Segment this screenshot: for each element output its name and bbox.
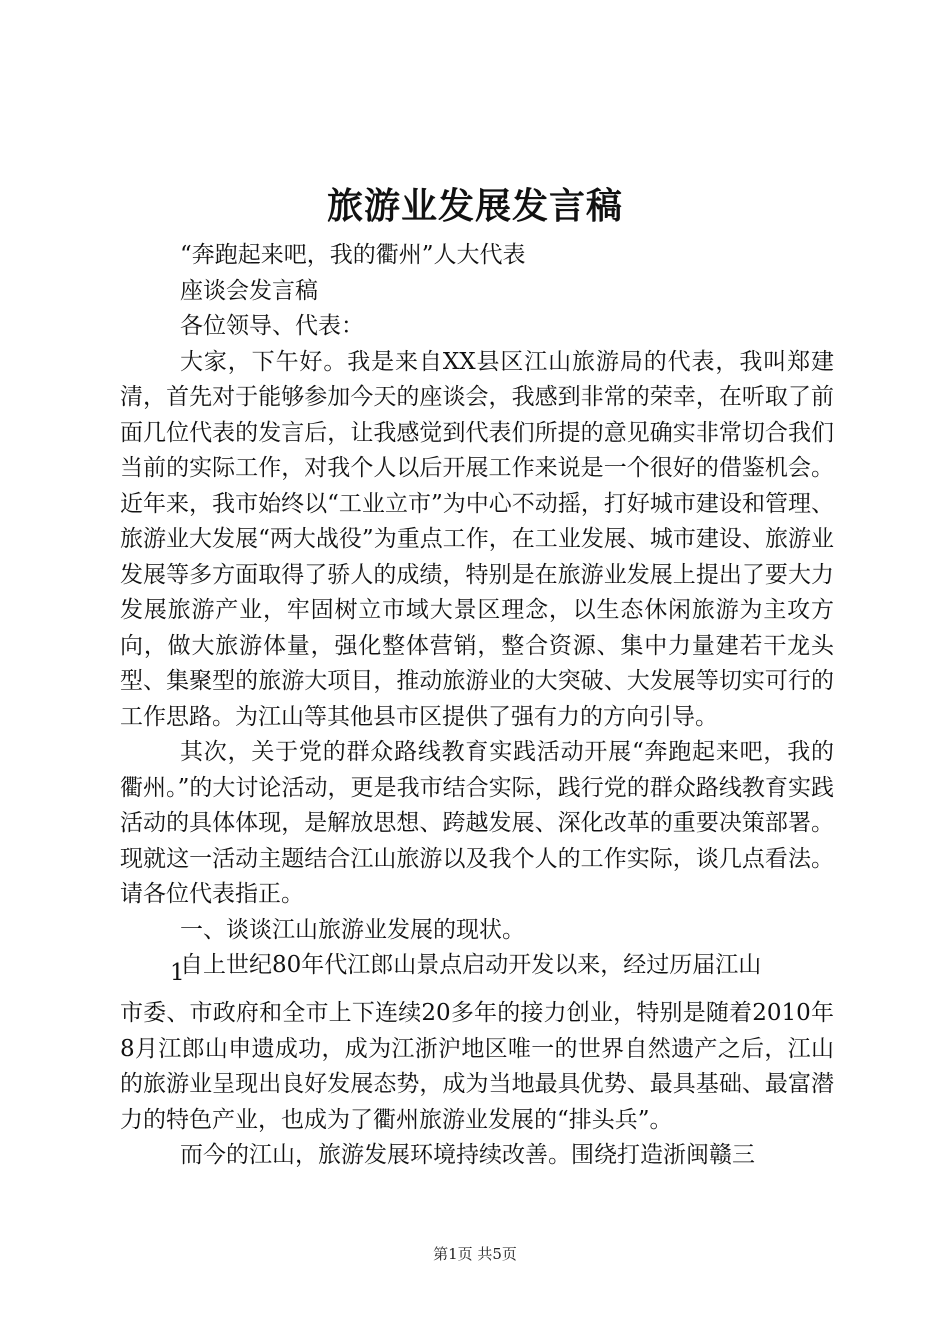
paragraph-environment: 而今的江山，旅游发展环境持续改善。围绕打造浙闽赣三 <box>180 1142 755 1168</box>
paragraph-subtitle-line-2: 座谈会发言稿 <box>180 277 318 304</box>
paragraph-second: 其次，关于党的群众路线教育实践活动开展“奔跑起来吧，我的衢州。”的大讨论活动，更是我市结合实际，践行党的群众路线教育实践活动的具体体现，是解放思想、跨越发展、深化改革的重要决策部署。现就这一活动主题结合江山旅游以及我个人的工作实际，谈几点看法。请各位代表指正。 <box>120 739 834 907</box>
document-body-page-1 <box>120 238 834 984</box>
paragraph-history-start: 自上世纪80年代江郎山景点启动开发以来，经过历届江山 <box>180 952 762 978</box>
section-heading-one: 一、谈谈江山旅游业发展的现状。 <box>180 916 525 943</box>
paragraph-opening: 大家，下午好。我是来自XX县区江山旅游局的代表，我叫郑建清，首先对于能够参加今天的座谈会，我感到非常的荣幸，在听取了前面几位代表的发言后，让我感觉到代表们所提的意见确实非常切合我们当前的实际工作，对我个人以后开展工作来说是一个很好的借鉴机会。近年来，我市始终以“工业立市”为中心不动摇，打好城市建设和管理、旅游业大发展“两大战役”为重点工作，在工业发展、城市建设、旅游业发展等多方面取得了骄人的成绩，特别是在旅游业发展上提出了要大力发展旅游产业，牢固树立市域大景区理念，以生态休闲旅游为主攻方向，做大旅游体量，强化整体营销，整合资源、集中力量建若干龙头型、集聚型的旅游大项目，推动旅游业的大突破、大发展等切实可行的工作思路。为江山等其他县市区提供了强有力的方向引导。 <box>120 348 834 730</box>
document-title: 旅游业发展发言稿 <box>326 185 623 227</box>
paragraph-history-continued: 市委、市政府和全市上下连续20多年的接力创业，特别是随着2010年8月江郎山申遗成功，成为江浙沪地区唯一的世界自然遗产之后，江山的旅游业呈现出良好发展态势，成为当地最具优势、最具基础、最富潜力的特色产业，也成为了衢州旅游业发展的“排头兵”。 <box>120 1000 834 1133</box>
page-number-marker: 1 <box>170 960 185 986</box>
document-body-page-2 <box>120 996 834 1174</box>
page-footer: 第1页 共5页 <box>433 1245 517 1263</box>
paragraph-salutation: 各位领导、代表： <box>180 313 364 339</box>
paragraph-subtitle-line-1: “奔跑起来吧，我的衢州”人大代表 <box>180 242 526 268</box>
